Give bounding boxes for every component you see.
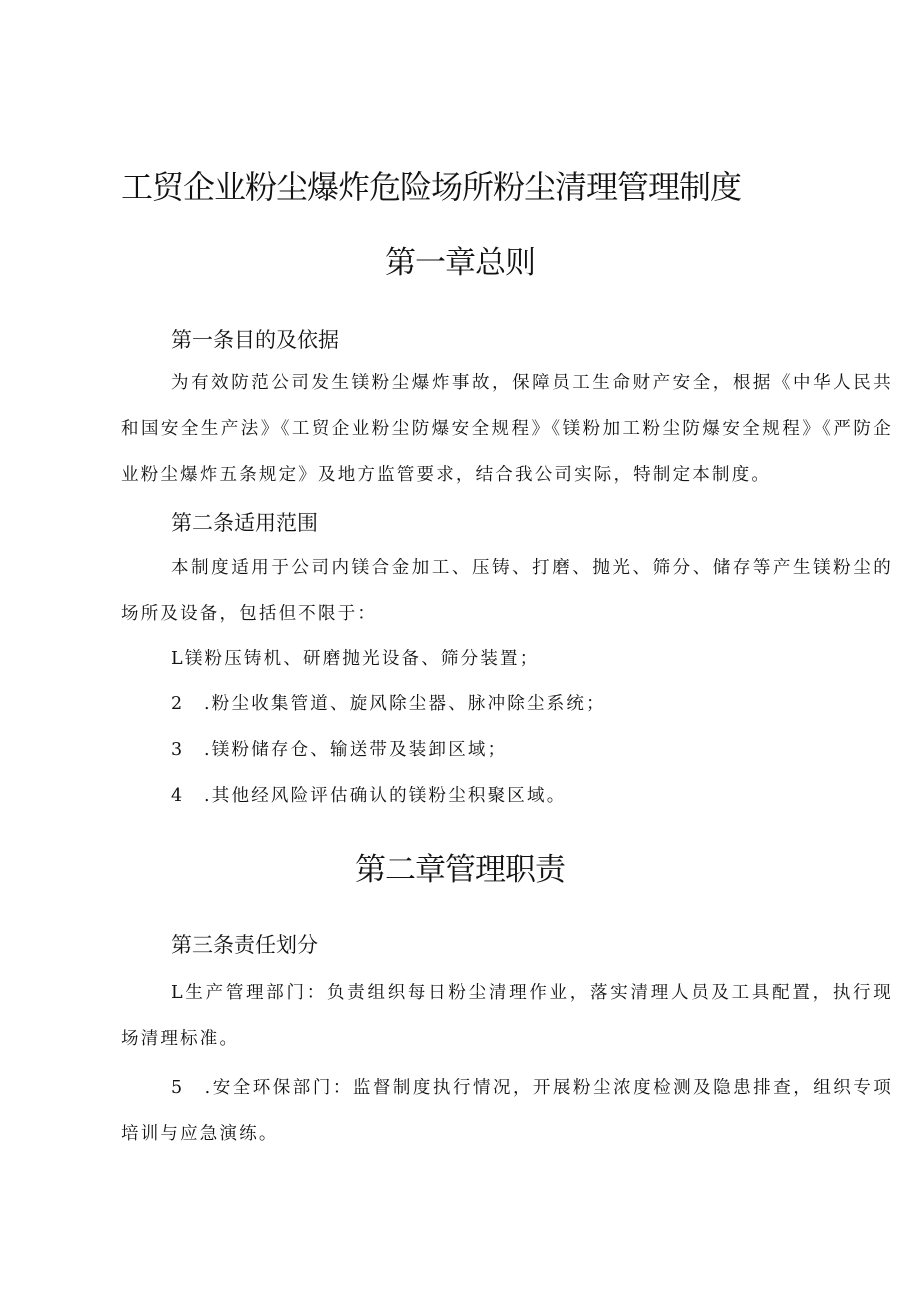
chapter-1-heading: 第一章总则 <box>385 245 535 281</box>
article-3-paragraph-2: 5 .安全环保部门：监督制度执行情况，开展粉尘浓度检测及隐患排查，组织专项培训与应急演练。 <box>121 1078 893 1144</box>
article-2-paragraph: 本制度适用于公司内镁合金加工、压铸、打磨、抛光、筛分、储存等产生镁粉尘的场所及设备，包括但不限于： <box>121 558 893 624</box>
document-title: 工贸企业粉尘爆炸危险场所粉尘清理管理制度 <box>121 168 742 206</box>
scope-list-item-3: 3 .镁粉储存仓、输送带及装卸区域； <box>171 740 508 760</box>
scope-list-item-1: L镁粉压铸机、研磨抛光设备、筛分装置； <box>171 649 540 669</box>
scope-list-item-2: 2 .粉尘收集管道、旋风除尘器、脉冲除尘系统； <box>171 694 606 714</box>
article-3-heading: 第三条责任划分 <box>171 933 318 957</box>
scope-list-item-4: 4 .其他经风险评估确认的镁粉尘积聚区域。 <box>171 786 567 806</box>
article-2-heading: 第二条适用范围 <box>171 511 318 535</box>
article-3-paragraph-1: L生产管理部门：负责组织每日粉尘清理作业，落实清理人员及工具配置，执行现场清理标准。 <box>121 983 893 1049</box>
article-1-paragraph: 为有效防范公司发生镁粉尘爆炸事故，保障员工生命财产安全，根据《中华人民共和国安全生产法》《工贸企业粉尘防爆安全规程》《镁粉加工粉尘防爆安全规程》《严防企业粉尘爆炸五条规定》及地方监管要求，结合我公司实际，特制定本制度。 <box>121 373 893 485</box>
chapter-2-heading: 第二章管理职责 <box>355 852 565 888</box>
article-1-heading: 第一条目的及依据 <box>171 328 339 352</box>
